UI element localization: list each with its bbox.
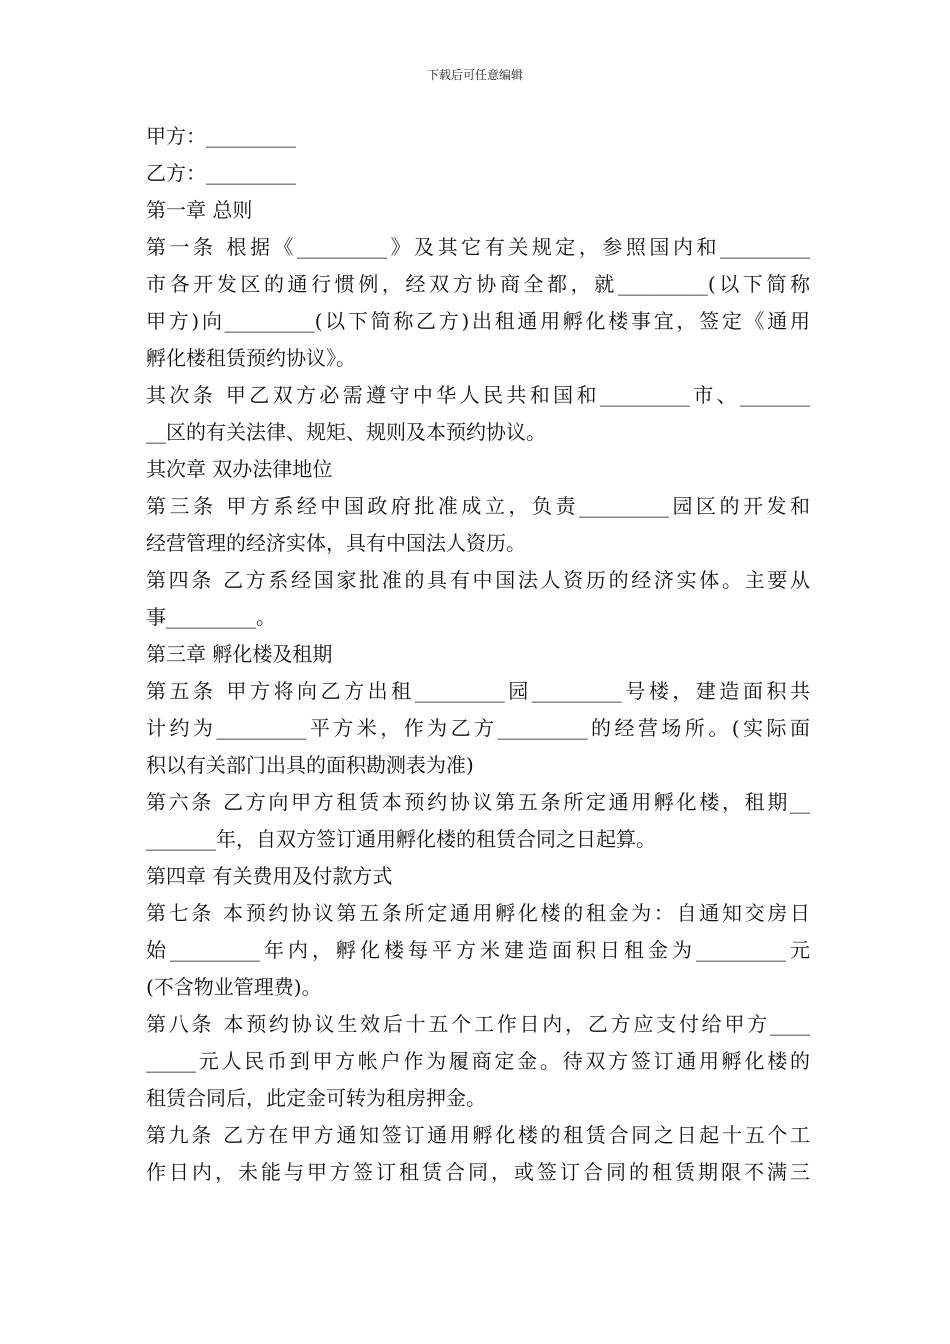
text-line: 始_________年内，孵化楼每平方米建造面积日租金为_________元 (146, 938, 810, 962)
text-line: 租赁合同后，此定金可转为租房押金。 (146, 1086, 486, 1110)
text-line: 其次章 双办法律地位 (146, 457, 333, 481)
text-line: _____元人民币到甲方帐户作为履商定金。待双方签订通用孵化楼的 (146, 1049, 810, 1073)
text-line: 第四章 有关费用及付款方式 (146, 864, 393, 888)
text-line: 计约为_________平方米，作为乙方_________的经营场所。(实际面 (146, 716, 810, 740)
text-line: 第三条 甲方系经中国政府批准成立，负责_________园区的开发和 (146, 494, 810, 518)
text-line: 第九条 乙方在甲方通知签订通用孵化楼的租赁合同之日起十五个工 (146, 1123, 810, 1147)
text-line: 孵化楼租赁预约协议》。 (146, 346, 356, 370)
text-line: 其次条 甲乙双方必需遵守中华人民共和国和_________市、_______ (146, 383, 810, 407)
text-line: __区的有关法律、规矩、规则及本预约协议。 (146, 420, 546, 444)
text-line: 市各开发区的通行惯例，经双方协商全都，就_________(以下简称 (146, 272, 810, 296)
text-line: 经营管理的经济实体，具有中国法人资历。 (146, 531, 526, 555)
document-body (146, 118, 810, 1191)
text-line: 第一条 根据《_________》及其它有关规定，参照国内和_________ (146, 235, 810, 259)
text-line: 第一章 总则 (146, 198, 253, 222)
text-line: 第八条 本预约协议生效后十五个工作日内，乙方应支付给甲方____ (146, 1012, 810, 1036)
text-line: 第六条 乙方向甲方租赁本预约协议第五条所定通用孵化楼，租期__ (146, 790, 810, 814)
page-header: 下载后可任意编辑 (426, 68, 523, 82)
text-line: 事_________。 (146, 605, 276, 629)
text-line: 甲方：_________ (146, 124, 296, 148)
text-line: 乙方：_________ (146, 161, 296, 185)
text-line: (不含物业管理费)。 (146, 975, 322, 999)
text-line: 第三章 孵化楼及租期 (146, 642, 333, 666)
text-line: 积以有关部门出具的面积勘测表为准) (146, 753, 474, 777)
text-line: 第四条 乙方系经国家批准的具有中国法人资历的经济实体。主要从 (146, 568, 810, 592)
text-line: 第五条 甲方将向乙方出租_________园_________号楼，建造面积共 (146, 679, 810, 703)
text-line: _______年，自双方签订通用孵化楼的租赁合同之日起算。 (146, 827, 656, 851)
text-line: 甲方)向_________(以下简称乙方)出租通用孵化楼事宜，签定《通用 (146, 309, 810, 333)
text-line: 第七条 本预约协议第五条所定通用孵化楼的租金为：自通知交房日 (146, 901, 810, 925)
text-line: 作日内，未能与甲方签订租赁合同，或签订合同的租赁期限不满三 (146, 1160, 810, 1184)
